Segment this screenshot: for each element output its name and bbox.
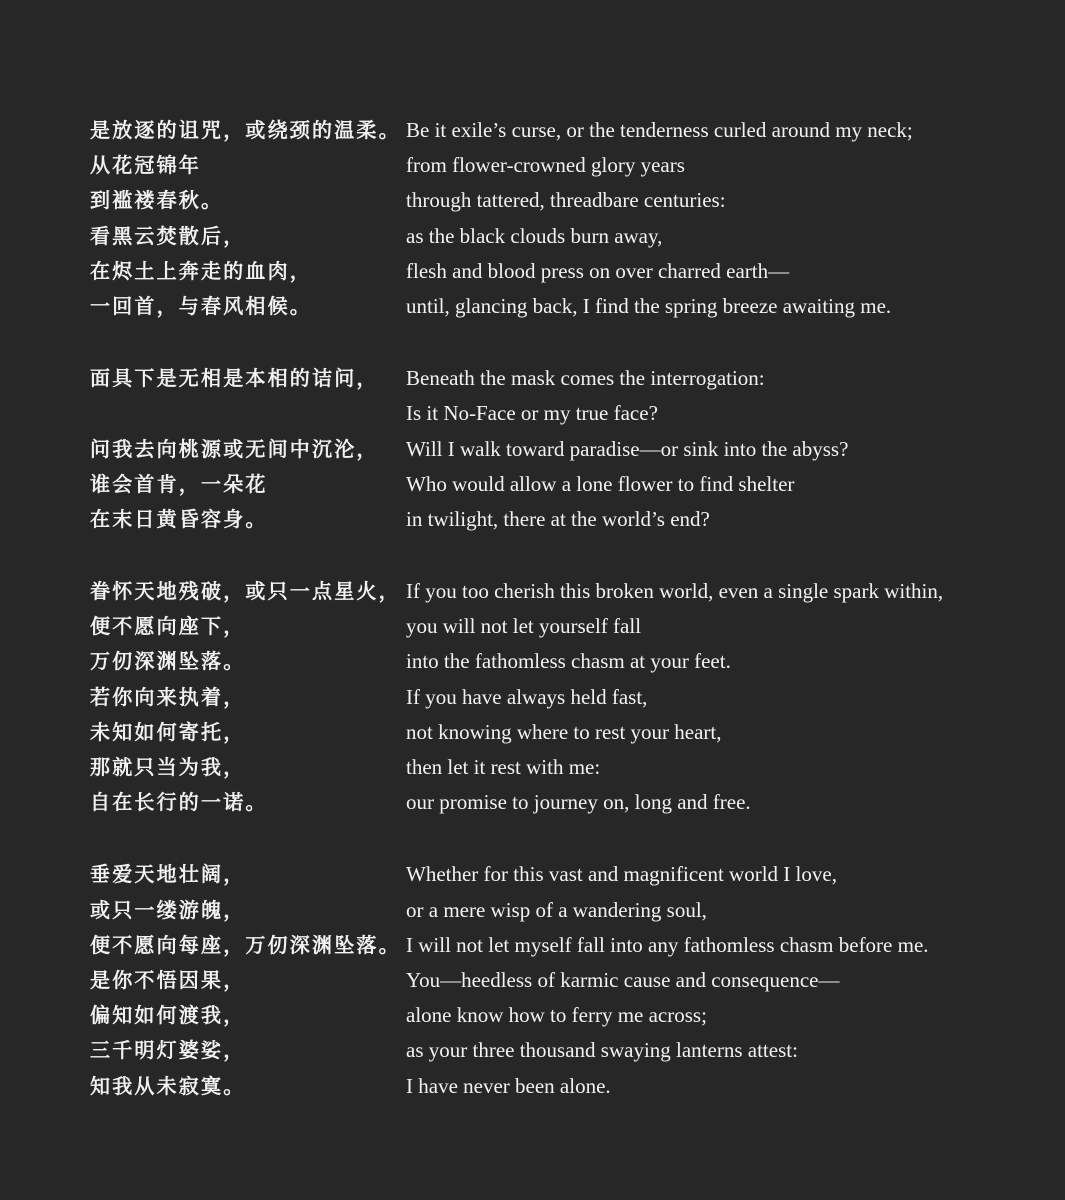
chinese-line: 知我从未寂寞。	[90, 1073, 246, 1098]
poem-line	[90, 1033, 1030, 1068]
poem-line	[90, 928, 1030, 963]
english-line: Who would allow a lone flower to find shelter	[406, 471, 795, 496]
chinese-line: 偏知如何渡我，	[90, 1003, 246, 1028]
chinese-line: 谁会首肯，一朵花	[90, 471, 268, 496]
poem-line	[90, 254, 1030, 289]
chinese-line: 从花冠锦年	[90, 153, 201, 178]
english-line: You—heedless of karmic cause and consequence—	[406, 967, 840, 992]
english-line: our promise to journey on, long and free.	[406, 790, 751, 815]
english-line: from flower-crowned glory years	[406, 153, 685, 178]
poem-line	[90, 998, 1030, 1033]
english-line: as the black clouds burn away,	[406, 223, 663, 248]
chinese-line: 那就只当为我，	[90, 755, 246, 779]
poem-line	[90, 1069, 1030, 1104]
english-line: into the fathomless chasm at your feet.	[406, 649, 731, 674]
chinese-line: 是你不悟因果，	[90, 967, 246, 992]
poem-line	[90, 148, 1030, 183]
chinese-line: 自在长行的一诺。	[90, 790, 268, 815]
stanza-2	[90, 361, 1030, 537]
chinese-line: 未知如何寄托，	[90, 719, 246, 744]
chinese-line: 垂爱天地壮阔，	[90, 862, 246, 887]
poem-line	[90, 467, 1030, 502]
english-line: until, glancing back, I find the spring breeze awaiting me.	[406, 293, 892, 318]
english-line: Whether for this vast and magnificent world I love,	[406, 862, 837, 887]
poem-line	[90, 219, 1030, 254]
poem-line	[90, 963, 1030, 998]
chinese-line: 在末日黄昏容身。	[90, 506, 268, 531]
chinese-line: 若你向来执着，	[90, 684, 246, 709]
poem-line	[90, 574, 1030, 609]
english-line: not knowing where to rest your heart,	[406, 719, 722, 744]
english-line: I have never been alone.	[406, 1073, 611, 1098]
english-line: in twilight, there at the world’s end?	[406, 506, 710, 531]
poem-line	[90, 432, 1030, 467]
stanza-3	[90, 574, 1030, 820]
english-line: I will not let myself fall into any fathomless chasm before me.	[406, 932, 929, 957]
poem-line	[90, 893, 1030, 928]
chinese-line: 在烬土上奔走的血肉，	[90, 258, 312, 283]
english-line: or a mere wisp of a wandering soul,	[406, 897, 707, 922]
english-line: If you have always held fast,	[406, 684, 648, 709]
chinese-line: 一回首，与春风相候。	[90, 293, 312, 318]
chinese-line: 便不愿向每座，万仞深渊坠落。	[90, 932, 401, 957]
english-line: as your three thousand swaying lanterns attest:	[406, 1038, 798, 1063]
chinese-line: 面具下是无相是本相的诘问，	[90, 366, 379, 391]
english-line: Will I walk toward paradise—or sink into the abyss?	[406, 436, 849, 461]
english-line: Beneath the mask comes the interrogation:	[406, 366, 765, 391]
english-line: Is it No-Face or my true face?	[406, 401, 658, 426]
poem	[90, 113, 1030, 1141]
poem-line	[90, 289, 1030, 324]
english-line: Be it exile’s curse, or the tenderness curled around my neck;	[406, 118, 913, 142]
english-line: through tattered, threadbare centuries:	[406, 188, 726, 213]
chinese-line: 看黑云焚散后，	[90, 223, 246, 248]
poem-line	[90, 113, 1030, 148]
poem-line	[90, 396, 1030, 431]
chinese-line: 便不愿向座下，	[90, 614, 246, 639]
poem-line	[90, 715, 1030, 750]
poem-line	[90, 857, 1030, 892]
poem-line	[90, 785, 1030, 820]
english-line: then let it rest with me:	[406, 755, 601, 779]
poem-line	[90, 183, 1030, 218]
poem-line	[90, 361, 1030, 396]
english-line: flesh and blood press on over charred earth—	[406, 258, 790, 283]
chinese-line: 万仞深渊坠落。	[90, 649, 246, 674]
poem-line	[90, 644, 1030, 679]
stanza-4	[90, 857, 1030, 1103]
stanza-1	[90, 113, 1030, 324]
chinese-line: 或只一缕游魄，	[90, 897, 246, 922]
english-line: you will not let yourself fall	[406, 614, 642, 639]
poem-line	[90, 680, 1030, 715]
chinese-line: 眷怀天地残破，或只一点星火，	[90, 579, 401, 604]
english-line: alone know how to ferry me across;	[406, 1003, 707, 1028]
poem-line	[90, 609, 1030, 644]
poem-line	[90, 502, 1030, 537]
chinese-line: 是放逐的诅咒，或绕颈的温柔。	[90, 118, 401, 142]
poem-line	[90, 750, 1030, 785]
chinese-line: 到褴褛春秋。	[90, 188, 224, 213]
chinese-line: 三千明灯婆娑，	[90, 1038, 246, 1063]
english-line: If you too cherish this broken world, even a single spark within,	[406, 579, 944, 604]
chinese-line: 问我去向桃源或无间中沉沦，	[90, 436, 379, 461]
